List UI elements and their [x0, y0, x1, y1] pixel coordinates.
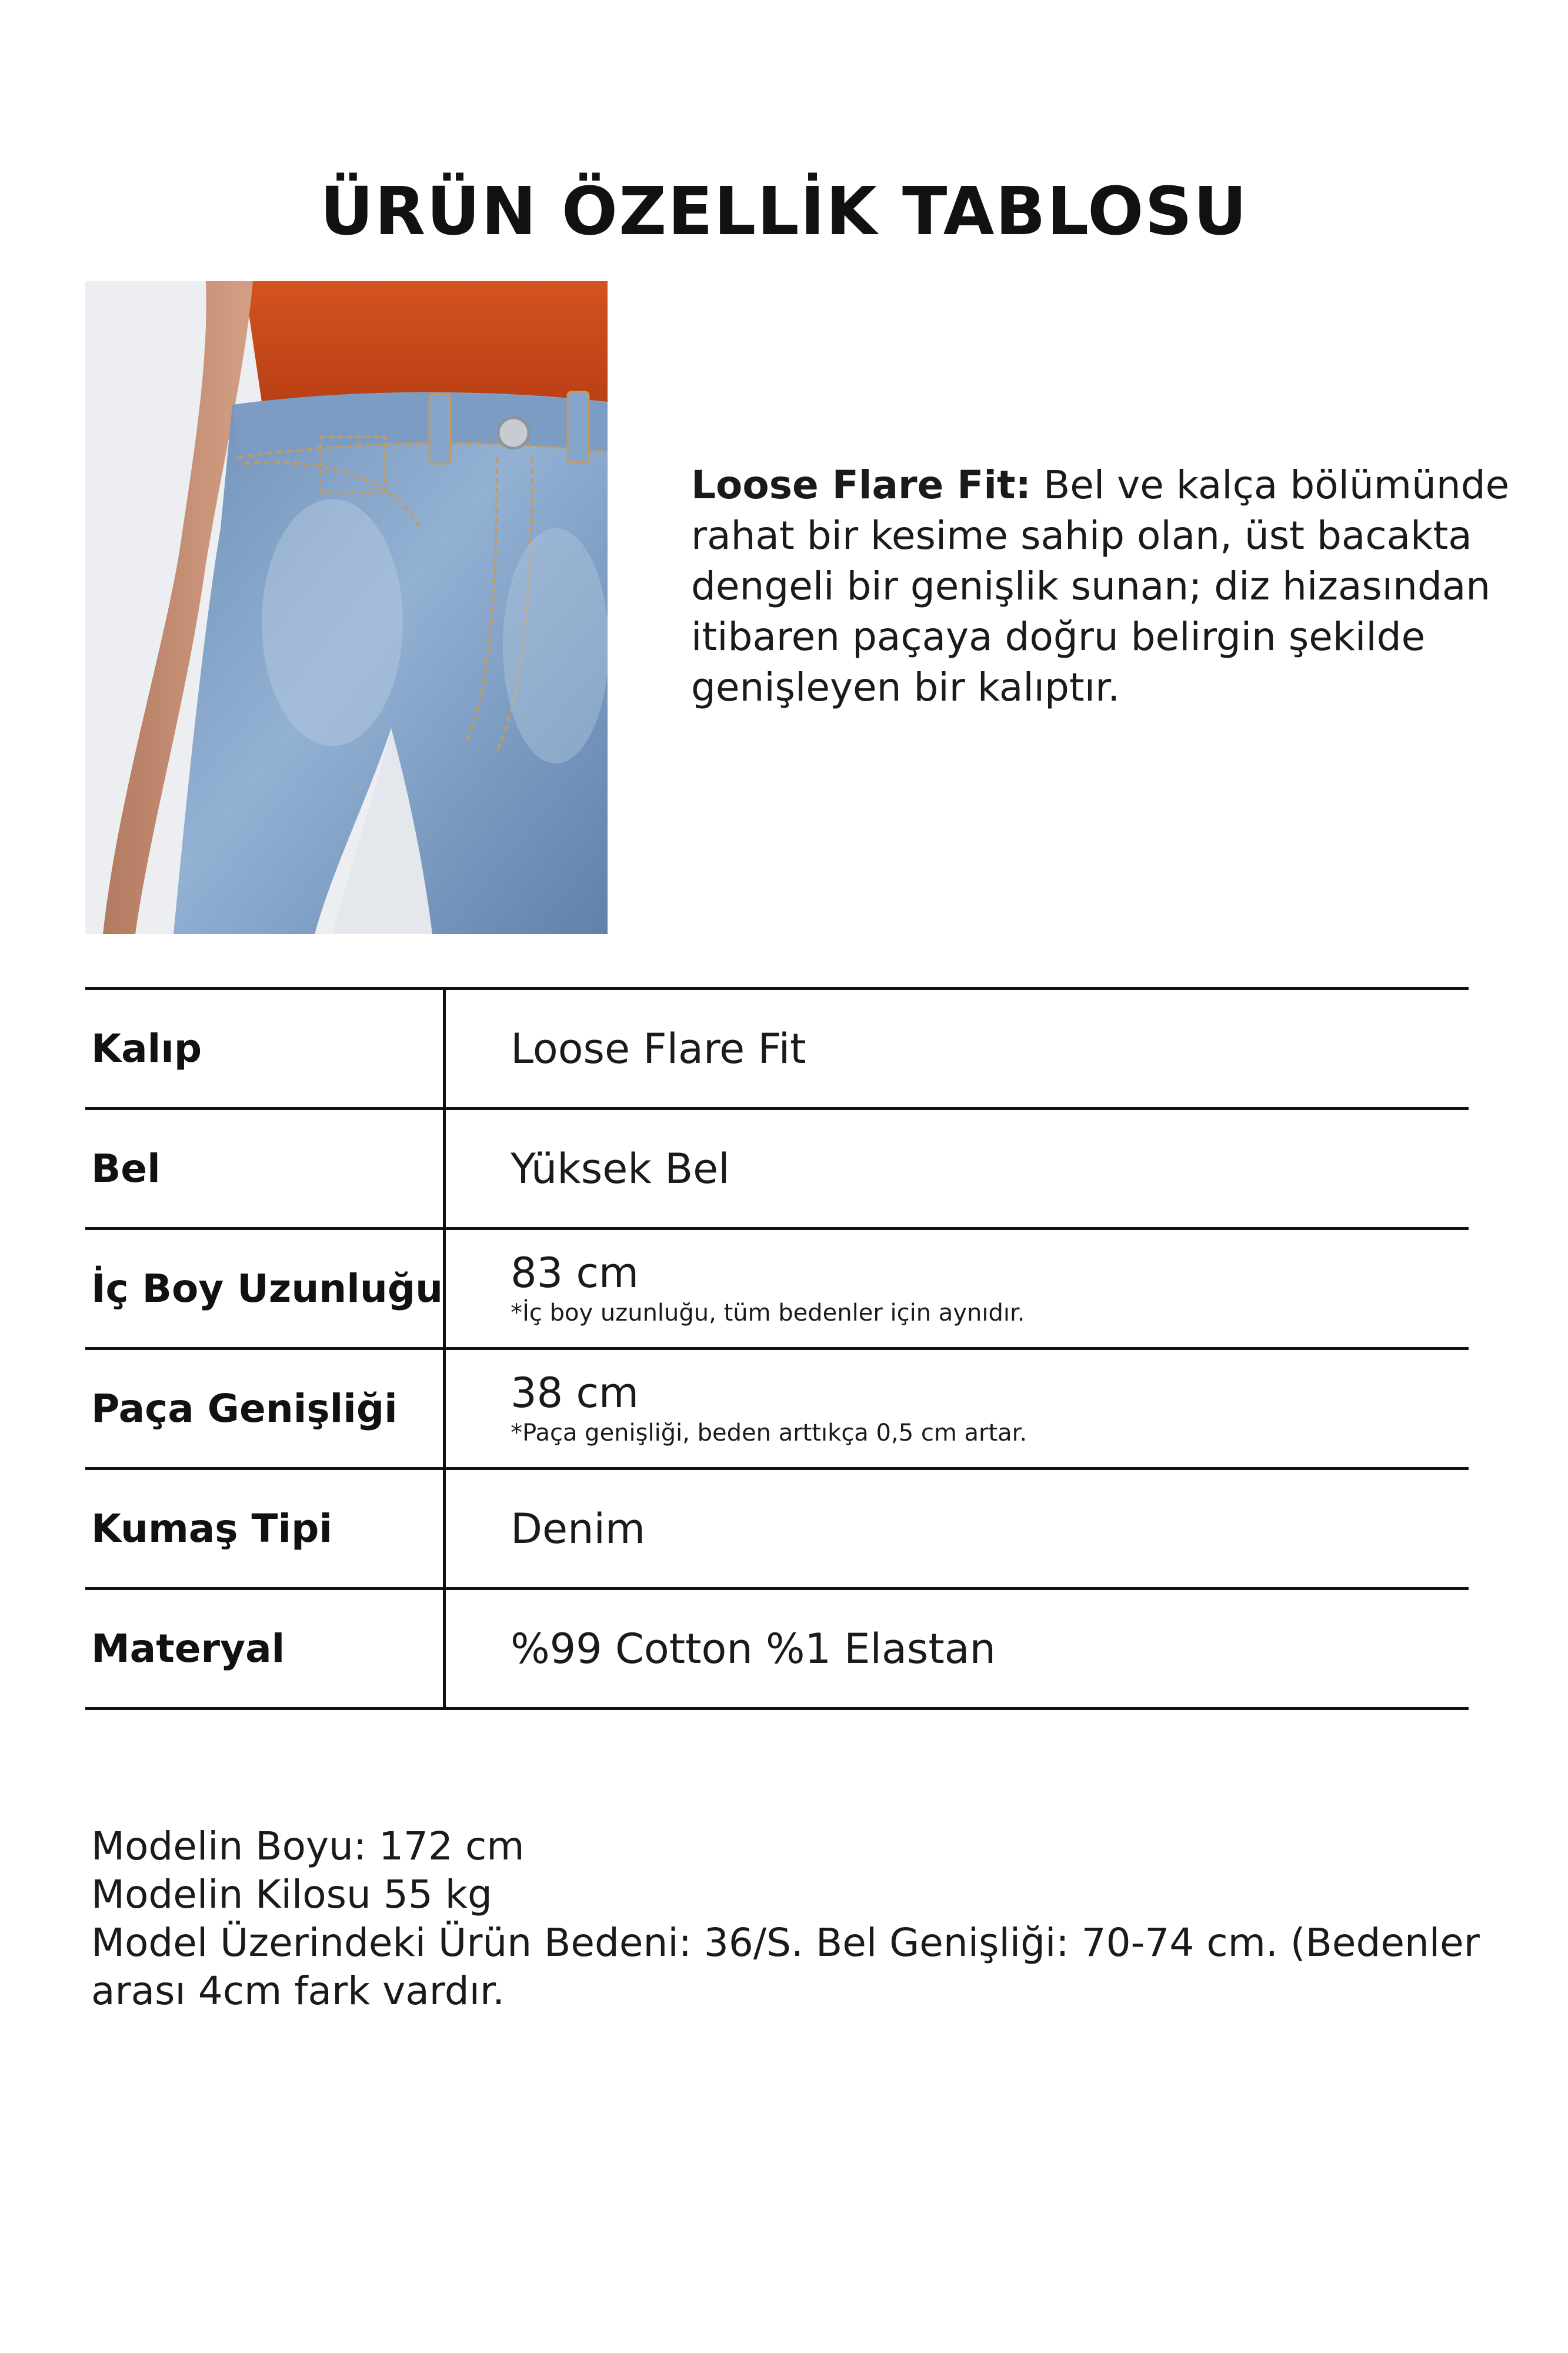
fit-description	[691, 460, 1526, 713]
spec-value-cell	[445, 1349, 1469, 1469]
fit-description-text: Bel ve kalça bölümünde rahat bir kesime sahip olan, üst bacakta dengeli bir genişlik sunan; diz hizasından itibaren paçaya doğru belirgin şekilde genişleyen bir kalıptır.	[691, 462, 1510, 710]
spec-label: Bel	[85, 1109, 445, 1229]
model-height: Modelin Boyu: 172 cm	[91, 1824, 525, 1869]
spec-note: *Paça genişliği, beden arttıkça 0,5 cm artar.	[511, 1419, 1027, 1447]
spec-row-kalip	[85, 989, 1469, 1109]
spec-note: *İç boy uzunluğu, tüm bedenler için aynıdır.	[511, 1299, 1025, 1327]
spec-label: Paça Genişliği	[85, 1349, 445, 1469]
spec-value: Denim	[511, 1504, 646, 1553]
spec-row-bel	[85, 1109, 1469, 1229]
spec-value: 38 cm	[511, 1368, 639, 1417]
model-weight: Modelin Kilosu 55 kg	[91, 1872, 492, 1917]
page-title: ÜRÜN ÖZELLİK TABLOSU	[320, 174, 1248, 250]
model-size: Model Üzerindeki Ürün Bedeni: 36/S. Bel Genişliği: 70-74 cm. (Bedenler arası 4cm fark vardır.	[91, 1920, 1480, 2014]
spec-value: Loose Flare Fit	[511, 1024, 806, 1073]
spec-label: Kalıp	[85, 989, 445, 1109]
spec-label: Materyal	[85, 1589, 445, 1709]
spec-table	[85, 987, 1469, 1710]
spec-value: %99 Cotton %1 Elastan	[511, 1624, 996, 1673]
spec-value-cell	[445, 1109, 1469, 1229]
model-info	[91, 1822, 1503, 2015]
spec-value-cell	[445, 1229, 1469, 1349]
jeans-photo-icon	[85, 281, 608, 934]
spec-row-materyal	[85, 1589, 1469, 1709]
spec-row-kumas	[85, 1469, 1469, 1589]
spec-label: Kumaş Tipi	[85, 1469, 445, 1589]
spec-label: İç Boy Uzunluğu	[85, 1229, 445, 1349]
spec-value: Yüksek Bel	[511, 1144, 730, 1193]
spec-row-paca	[85, 1349, 1469, 1469]
spec-value-cell	[445, 1589, 1469, 1709]
product-photo	[85, 281, 608, 934]
spec-value: 83 cm	[511, 1248, 639, 1297]
fit-name: Loose Flare Fit:	[691, 462, 1031, 508]
spec-row-ic-boy	[85, 1229, 1469, 1349]
spec-value-cell	[445, 1469, 1469, 1589]
spec-value-cell	[445, 989, 1469, 1109]
